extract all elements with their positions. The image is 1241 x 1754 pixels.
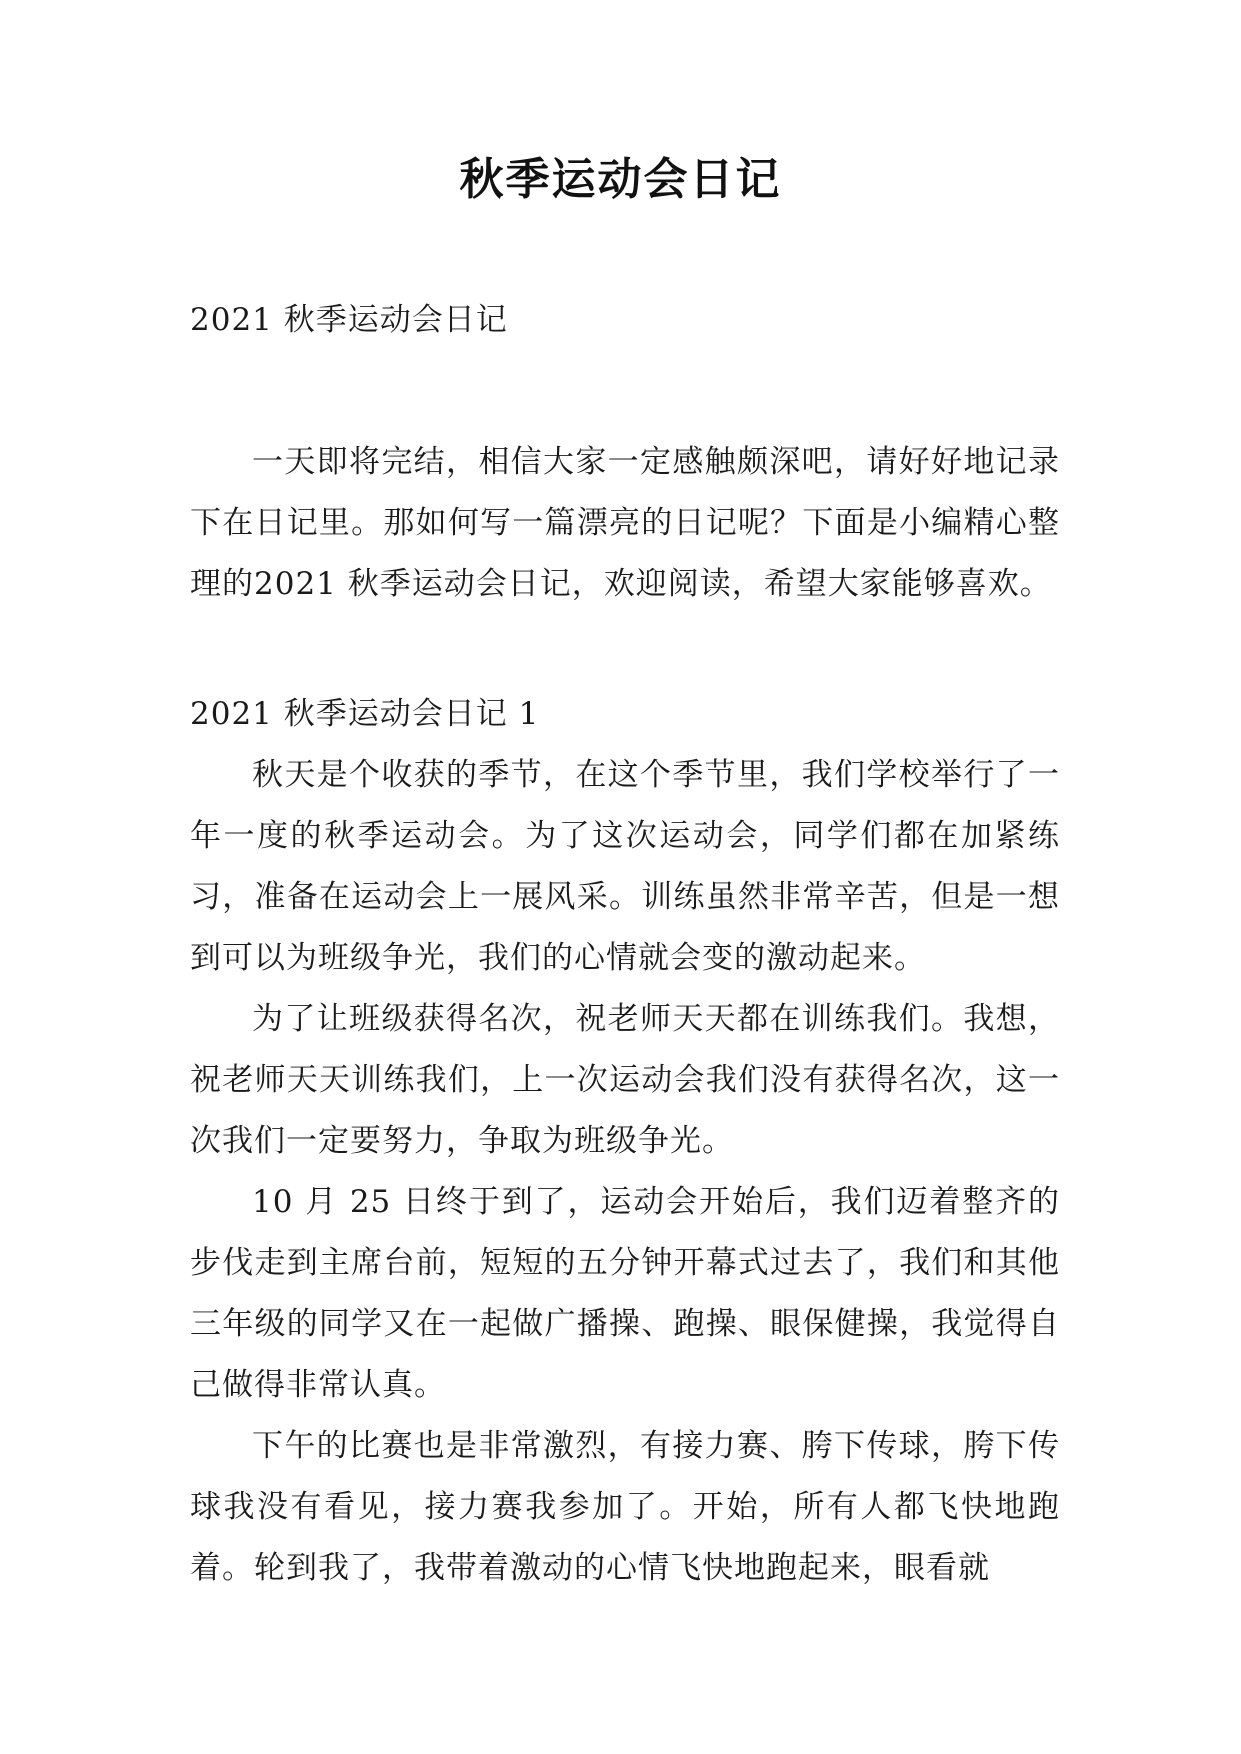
- intro-paragraph: 一天即将完结，相信大家一定感触颇深吧，请好好地记录下在日记里。那如何写一篇漂亮的日记呢？下面是小编精心整理的2021 秋季运动会日记，欢迎阅读，希望大家能够喜欢。: [190, 444, 1060, 602]
- document-body: [190, 290, 1060, 1599]
- section-heading: 2021 秋季运动会日记 1: [190, 696, 540, 732]
- body-paragraph-4: 下午的比赛也是非常激烈，有接力赛、胯下传球，胯下传球我没有看见，接力赛我参加了。开始，所有人都飞快地跑着。轮到我了，我带着激动的心情飞快地跑起来，眼看就: [190, 1428, 1060, 1586]
- page-title: 秋季运动会日记: [459, 154, 782, 205]
- spacer: [190, 351, 1060, 432]
- body-paragraph-1: 秋天是个收获的季节，在这个季节里，我们学校举行了一年一度的秋季运动会。为了这次运动会，同学们都在加紧练习，准备在运动会上一展风采。训练虽然非常辛苦，但是一想到可以为班级争光，我们的心情就会变的激动起来。: [190, 757, 1060, 976]
- body-paragraph-3: 10 月 25 日终于到了，运动会开始后，我们迈着整齐的步伐走到主席台前，短短的五分钟开幕式过去了，我们和其他三年级的同学又在一起做广播操、跑操、眼保健操，我觉得自己做得非常认真。: [190, 1184, 1060, 1403]
- body-paragraph-2: 为了让班级获得名次，祝老师天天都在训练我们。我想，祝老师天天训练我们，上一次运动会我们没有获得名次，这一次我们一定要努力，争取为班级争光。: [190, 1001, 1060, 1159]
- spacer: [190, 615, 1060, 684]
- document-subtitle: 2021 秋季运动会日记: [190, 302, 508, 338]
